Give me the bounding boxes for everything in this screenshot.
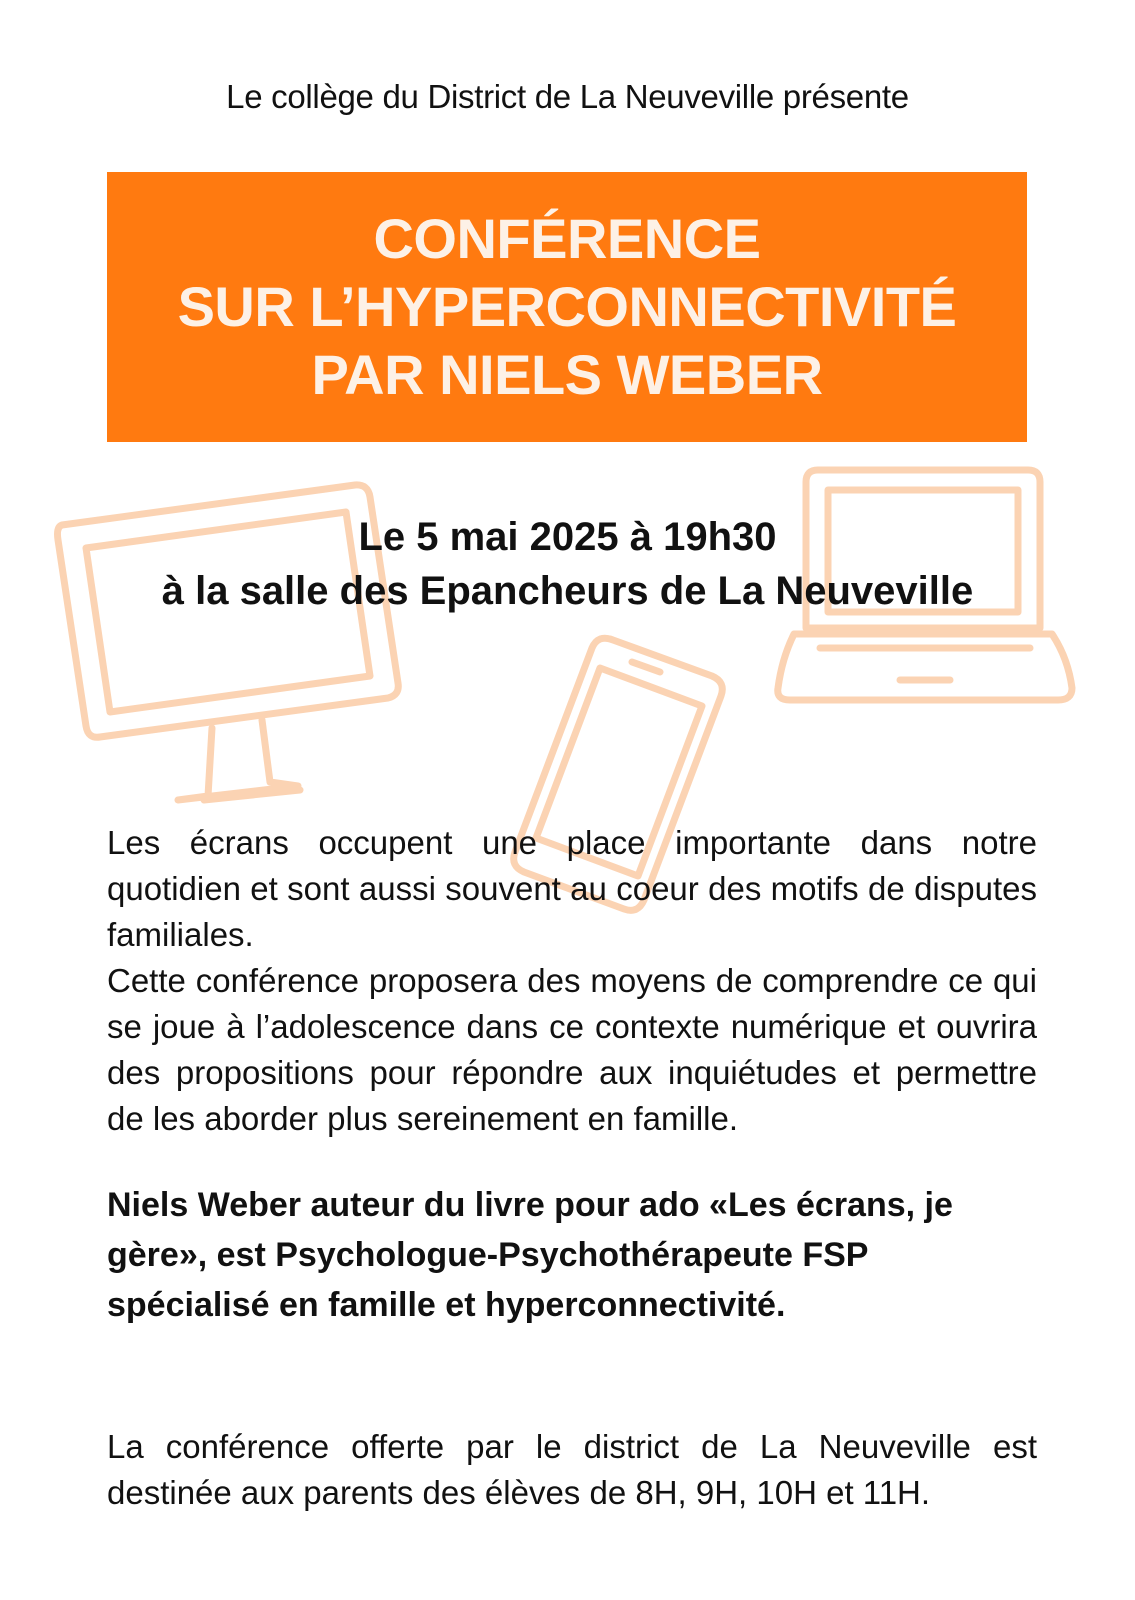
intro-line: Le collège du District de La Neuveville présente xyxy=(226,78,909,115)
banner-line-1: CONFÉRENCE xyxy=(373,207,761,270)
author-note: Niels Weber auteur du livre pour ado «Les écrans, je gère», est Psychologue-Psychothérapeute FSP spécialisé en famille et hyperconnectivité. xyxy=(107,1186,953,1324)
description-paragraph-2: Cette conférence proposera des moyens de comprendre ce qui se joue à l’adolescence dans ce contexte numérique et ouvrira des propositions pour répondre aux inquiétudes et permettre de les aborder plus sereinement en famille. xyxy=(107,962,1037,1137)
banner-line-2: SUR L’HYPERCONNECTIVITÉ xyxy=(177,275,957,338)
event-details xyxy=(0,510,1135,618)
description-paragraph-1: Les écrans occupent une place importante dans notre quotidien et sont aussi souvent au coeur des motifs de disputes familiales. xyxy=(107,824,1037,953)
event-date: Le 5 mai 2025 à 19h30 xyxy=(358,515,777,559)
description xyxy=(107,820,1037,1142)
audience-note: La conférence offerte par le district de La Neuveville est destinée aux parents des élèves de 8H, 9H, 10H et 11H. xyxy=(107,1428,1037,1511)
conference-title-banner xyxy=(107,172,1027,442)
event-location: à la salle des Epancheurs de La Neuveville xyxy=(161,569,974,613)
banner-line-3: PAR NIELS WEBER xyxy=(311,343,823,406)
